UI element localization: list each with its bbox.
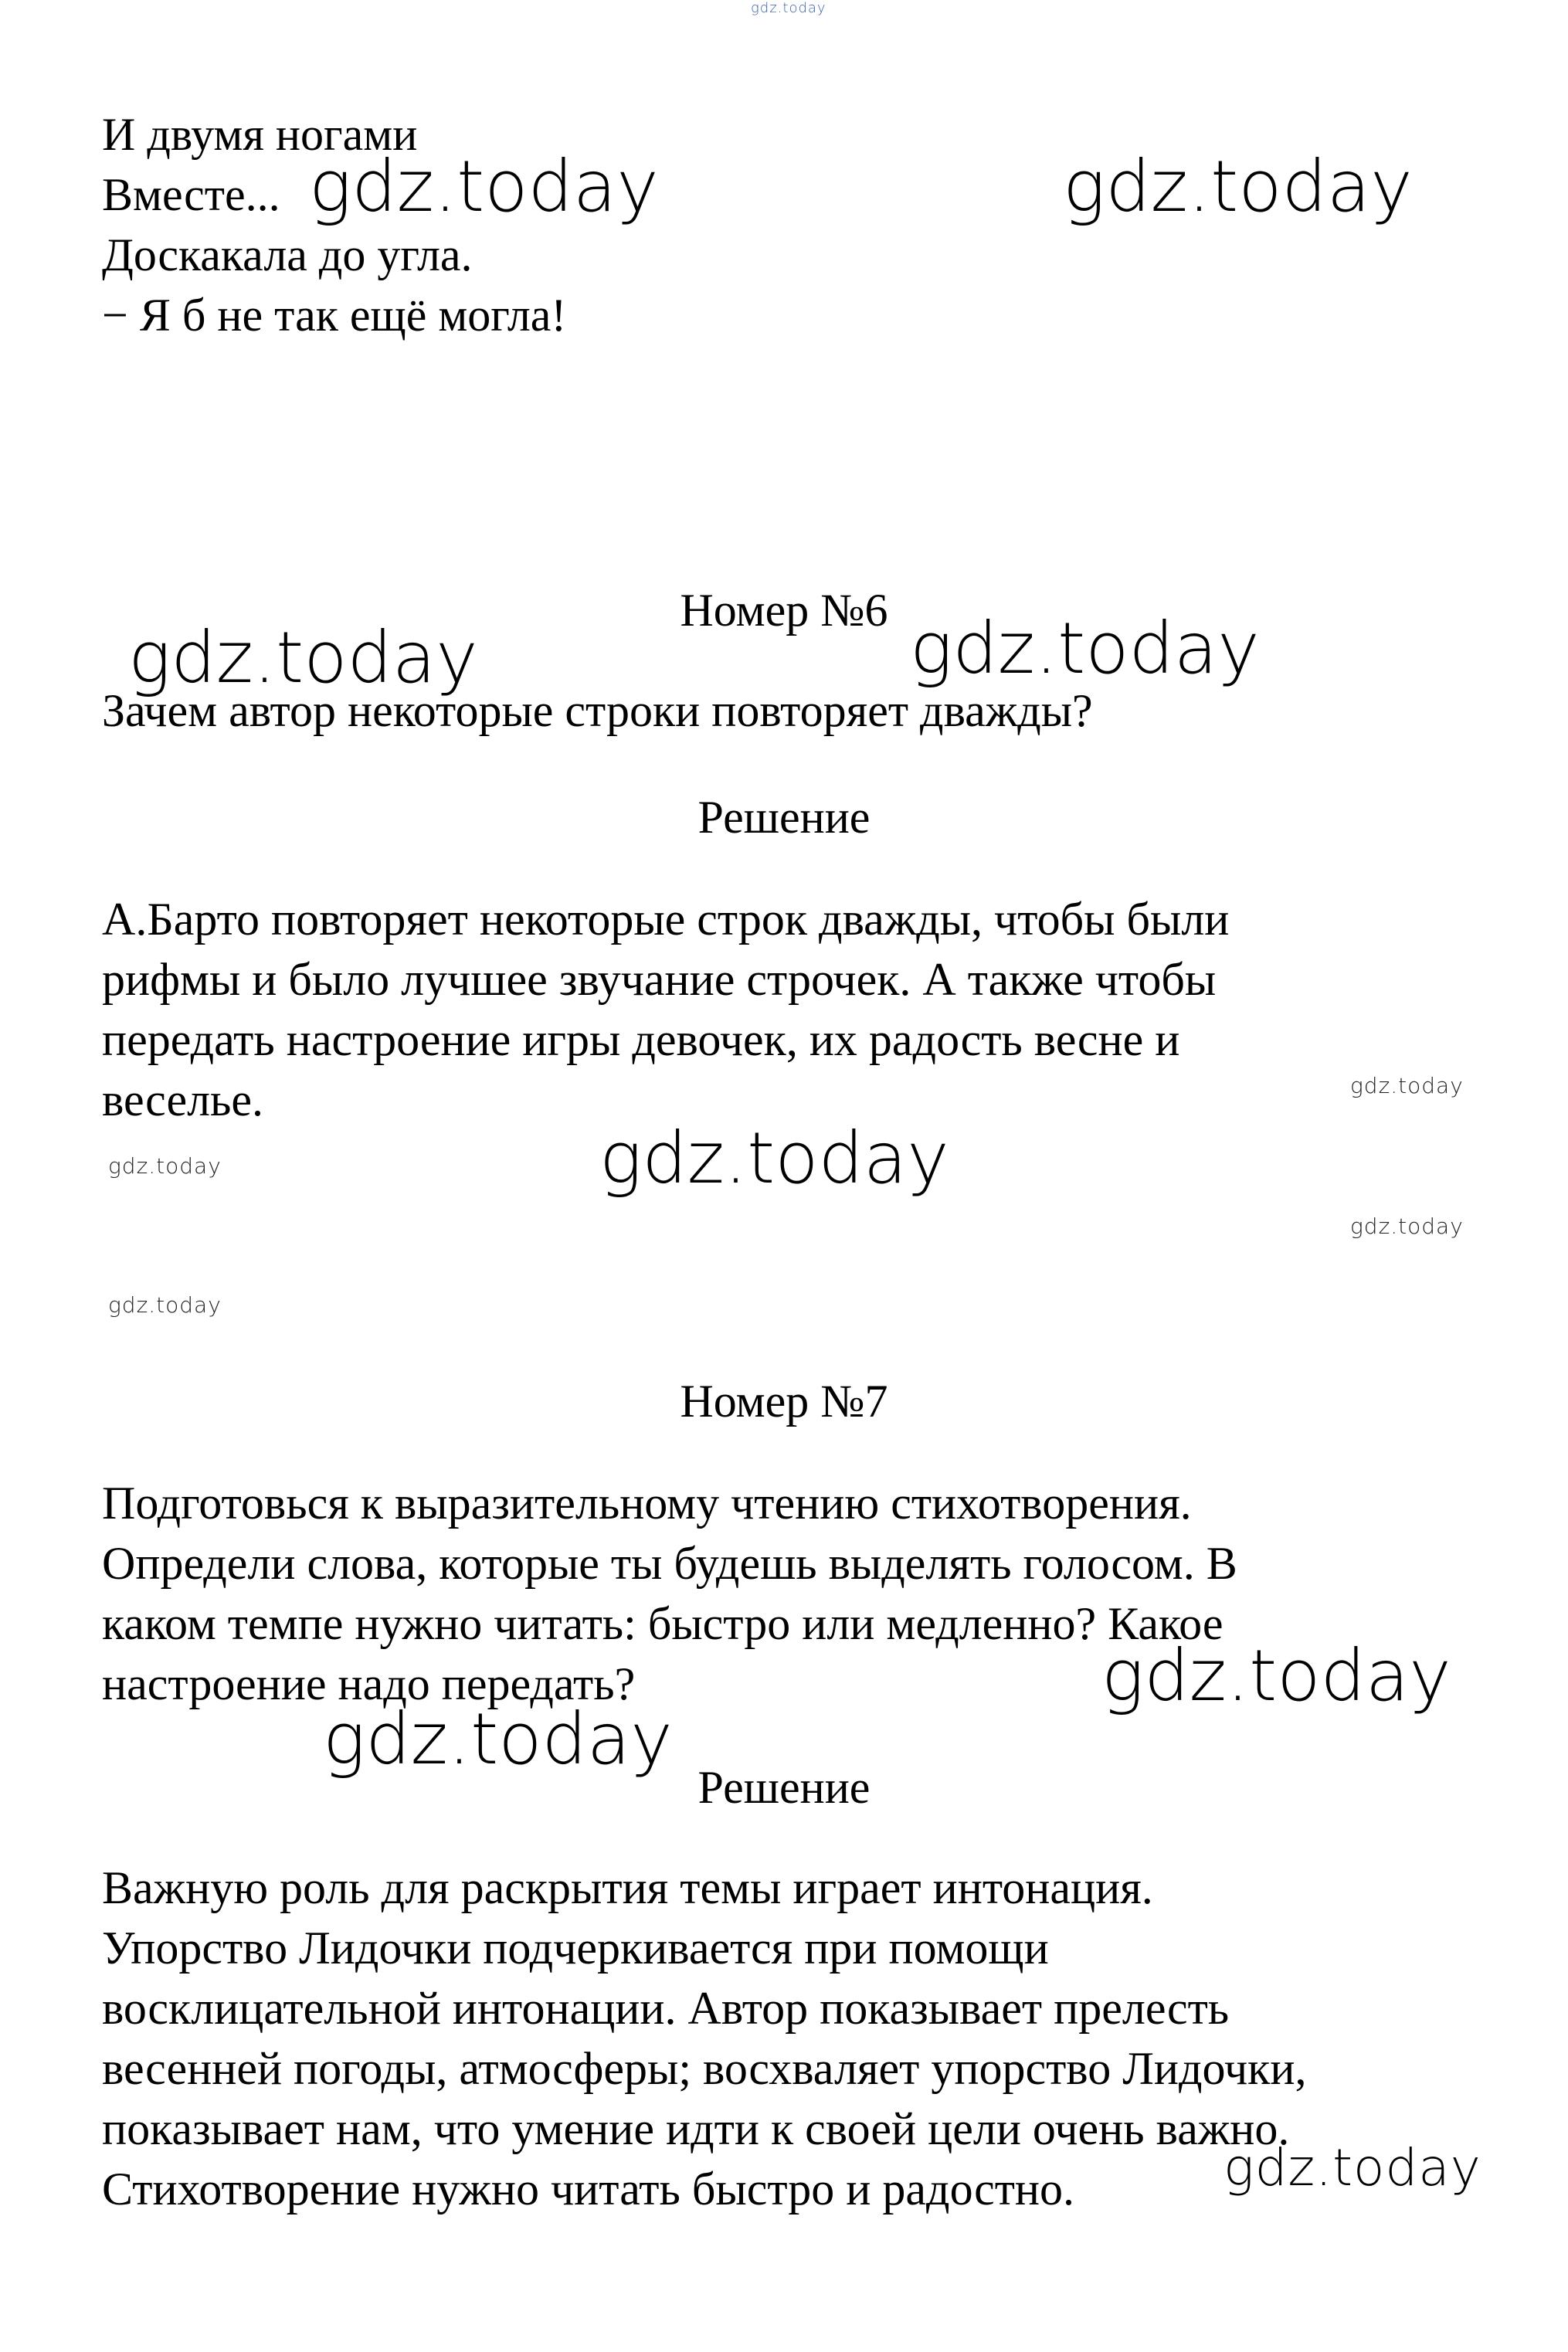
watermark-3: gdz.today [128, 616, 478, 699]
task6-answer-line-1: А.Барто повторяет некоторые строк дважды, чтобы были [102, 894, 1230, 945]
task6-answer-line-2: рифмы и было лучшее звучание строчек. А также чтобы [102, 954, 1217, 1005]
task7-question-line-2: Определи слова, которые ты будешь выделять голосом. В [102, 1538, 1237, 1589]
task7-answer-line-4: весенней погоды, атмосферы; восхваляет упорство Лидочки, [102, 2043, 1307, 2094]
task6-heading: Номер №6 [680, 585, 888, 636]
poem-line-4: − Я б не так ещё могла! [102, 290, 567, 341]
task7-answer-line-5: показывает нам, что умение идти к своей цели очень важно. [102, 2103, 1290, 2154]
watermark-5: gdz.today [1350, 1073, 1464, 1098]
watermark-11: gdz.today [323, 1698, 673, 1780]
watermark-8: gdz.today [1350, 1213, 1464, 1239]
watermark-1: gdz.today [309, 145, 659, 228]
watermark-9: gdz.today [108, 1292, 222, 1318]
task6-solution-heading: Решение [697, 792, 871, 843]
watermark-12: gdz.today [1224, 2138, 1481, 2198]
task7-solution-heading: Решение [697, 1762, 871, 1813]
task7-question-line-4: настроение надо передать? [102, 1658, 636, 1709]
task7-answer-line-3: восклицательной интонации. Автор показывает прелесть [102, 1983, 1230, 2034]
watermark-2: gdz.today [1063, 145, 1413, 228]
poem-line-3: Доскакала до угла. [102, 229, 473, 280]
task7-answer-line-1: Важную роль для раскрытия темы играет интонация. [102, 1862, 1153, 1913]
task6-question: Зачем автор некоторые строки повторяет дважды? [102, 685, 1093, 736]
task7-question-line-1: Подготовься к выразительному чтению стихотворения. [102, 1478, 1192, 1529]
poem-line-2: Вместе... [102, 169, 280, 220]
poem-line-1: И двумя ногами [102, 109, 418, 160]
task7-question-line-3: каком темпе нужно читать: быстро или медленно? Какое [102, 1598, 1224, 1649]
task7-answer-line-2: Упорство Лидочки подчеркивается при помощи [102, 1923, 1049, 1974]
watermark-6: gdz.today [108, 1153, 222, 1179]
watermark-7: gdz.today [599, 1117, 949, 1200]
watermark-4: gdz.today [910, 607, 1260, 690]
task7-heading: Номер №7 [680, 1376, 888, 1427]
task7-answer-line-6: Стихотворение нужно читать быстро и радостно. [102, 2164, 1075, 2215]
watermark-top: gdz.today [751, 0, 826, 16]
watermark-10: gdz.today [1101, 1634, 1451, 1717]
task6-answer-line-4: веселье. [102, 1074, 264, 1125]
task6-answer-line-3: передать настроение игры девочек, их радость весне и [102, 1014, 1180, 1065]
